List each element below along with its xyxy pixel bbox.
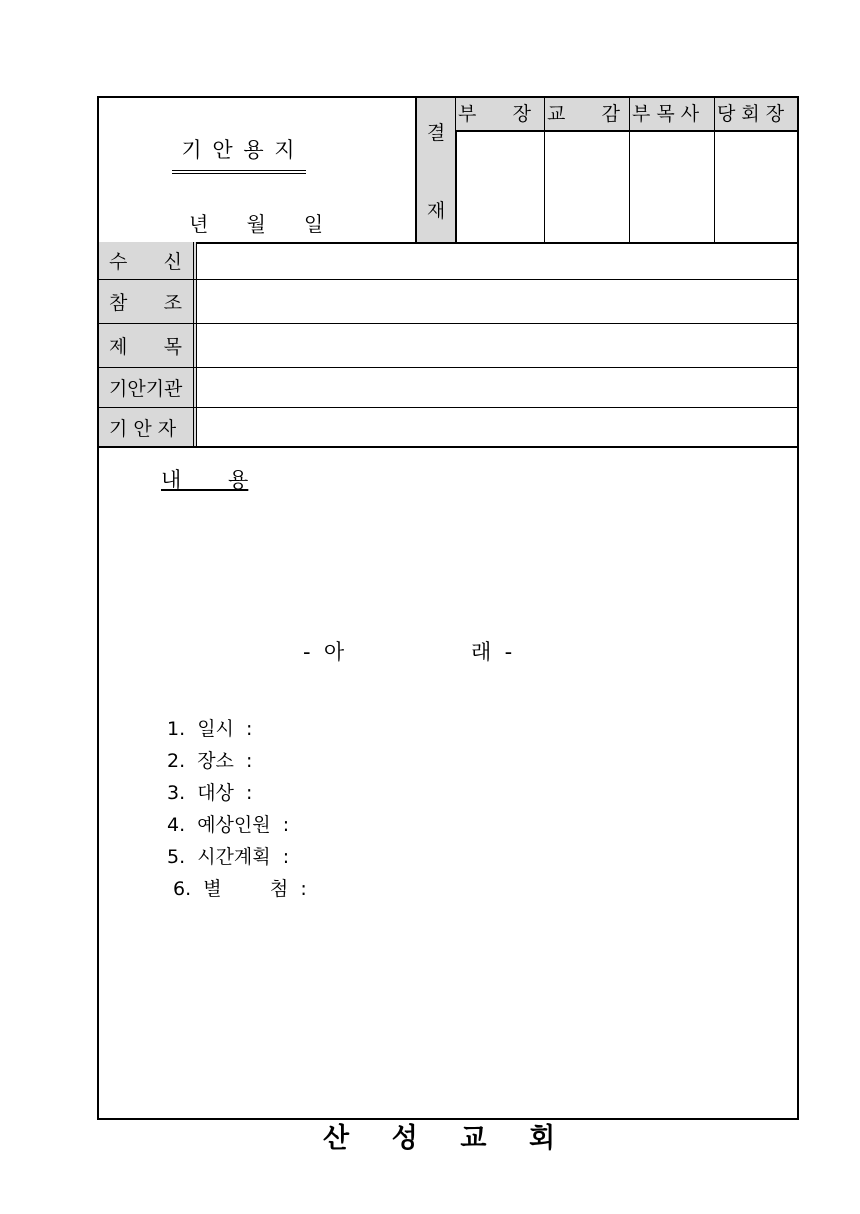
approver-box <box>456 98 545 242</box>
signature-field[interactable] <box>630 132 714 242</box>
signature-field[interactable] <box>715 132 797 242</box>
approval-label-top: 결 <box>426 122 446 144</box>
field-label: 제 목 <box>99 324 197 367</box>
field-value[interactable] <box>203 368 797 407</box>
approver-box <box>715 98 797 242</box>
field-value[interactable] <box>203 408 797 446</box>
approver-title: 교 감 <box>545 98 629 132</box>
field-label: 참 조 <box>99 280 197 323</box>
approver-title: 부 장 <box>456 98 544 132</box>
organization-name: 산 성 교 회 <box>323 1123 557 1154</box>
field-label: 기 안 자 <box>99 408 197 446</box>
approver-title: 당 회 장 <box>715 98 797 132</box>
content-heading: 내 용 <box>161 468 249 492</box>
signature-field[interactable] <box>545 132 629 242</box>
list-item: 4. 예상인원 : <box>167 814 290 836</box>
list-item: 3. 대상 : <box>167 782 253 804</box>
notice-heading: - 아 래 - <box>303 640 513 664</box>
field-label: 기안기관 <box>99 368 197 407</box>
form-header <box>99 98 797 244</box>
list-item: 6. 별 첨 : <box>167 878 307 900</box>
list-item: 5. 시간계획 : <box>167 846 290 868</box>
field-value[interactable] <box>203 242 797 279</box>
list-item: 1. 일시 : <box>167 718 253 740</box>
approver-box <box>545 98 630 242</box>
date-line: 년 월 일 <box>189 212 324 236</box>
field-value[interactable] <box>203 280 797 323</box>
field-row-drafter <box>99 408 797 448</box>
draft-form <box>97 96 799 1120</box>
field-label: 수 신 <box>99 242 197 279</box>
approver-box <box>630 98 715 242</box>
field-row-recipient <box>99 242 797 280</box>
field-row-drafting-org <box>99 368 797 408</box>
list-item: 2. 장소 : <box>167 750 253 772</box>
approval-label <box>417 98 457 242</box>
field-row-subject <box>99 324 797 368</box>
approver-title: 부 목 사 <box>630 98 714 132</box>
form-title: 기 안 용 지 <box>172 134 306 174</box>
field-value[interactable] <box>203 324 797 367</box>
title-area <box>99 98 417 242</box>
signature-field[interactable] <box>456 132 544 242</box>
field-row-reference <box>99 280 797 324</box>
approval-label-bottom: 재 <box>426 200 446 222</box>
